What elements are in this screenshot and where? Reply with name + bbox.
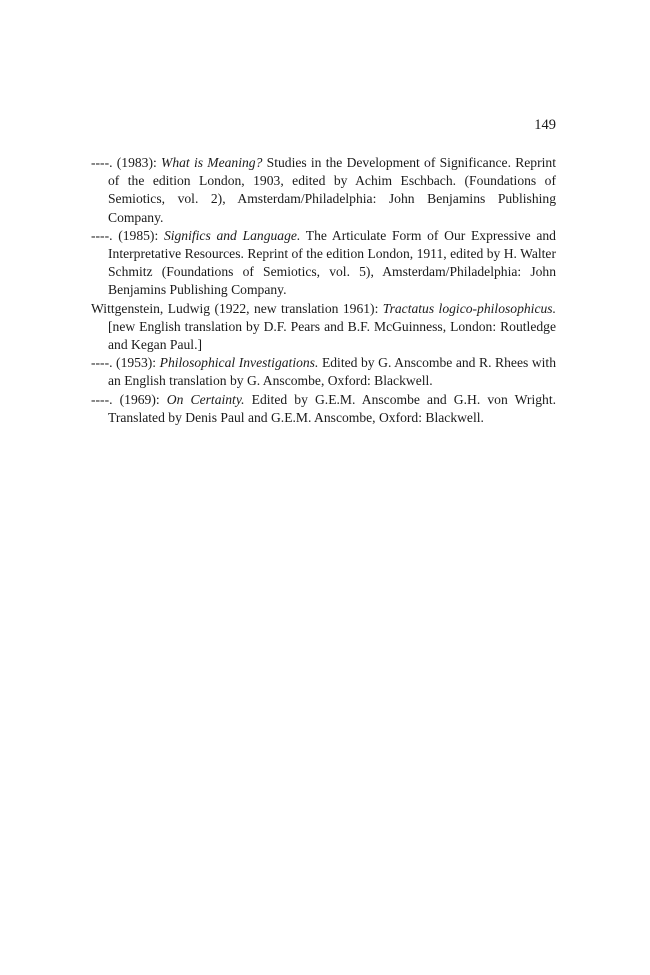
- entry-title: What is Meaning?: [161, 155, 263, 170]
- entry-title: Significs and Language.: [163, 227, 301, 243]
- entry-details: Edited by G. Anscombe and R. Rhees with an English translation by G. Anscombe, Oxford: Blackwell.: [108, 355, 556, 389]
- bibliography-entry: [91, 300, 556, 355]
- entry-details: Studies in the Development of Significance. Reprint of the edition London, 1903, edited by Achim Eschbach. (Foundations of Semiotics, vol. 2), Amsterdam/Philadelphia: John Benjamins Publishing Company.: [108, 155, 556, 225]
- entry-author-date: ----. (1953):: [91, 355, 160, 371]
- entry-details: Edited by G.E.M. Anscombe and G.H. von Wright. Translated by Denis Paul and G.E.M. Anscombe, Oxford: Blackwell.: [108, 391, 556, 425]
- entry-title: Tractatus logico-philosophicus.: [382, 300, 556, 316]
- bibliography-entry: [91, 227, 556, 300]
- entry-author-date: ----. (1985):: [91, 227, 164, 243]
- bibliography-entry: [91, 154, 556, 227]
- entry-details: The Articulate Form of Our Expressive and Interpretative Resources. Reprint of the edition London, 1911, edited by H. Walter Schmitz (Foundations of Semiotics, vol. 5), Amsterdam/Philadelphia: John Benjamins Publishing Company.: [108, 227, 556, 298]
- entry-author-date: Wittgenstein, Ludwig (1922, new translation 1961):: [91, 300, 383, 316]
- page-number: 149: [534, 117, 556, 133]
- bibliography-list: [91, 154, 556, 427]
- entry-title: On Certainty.: [166, 391, 245, 407]
- entry-title: Philosophical Investigations.: [159, 355, 319, 371]
- entry-author-date: ----. (1983):: [91, 155, 162, 170]
- bibliography-entry: [91, 354, 556, 390]
- entry-author-date: ----. (1969):: [91, 391, 167, 407]
- entry-details: [new English translation by D.F. Pears and B.F. McGuinness, London: Routledge and Kegan Paul.]: [108, 318, 556, 353]
- bibliography-entry: [91, 391, 556, 427]
